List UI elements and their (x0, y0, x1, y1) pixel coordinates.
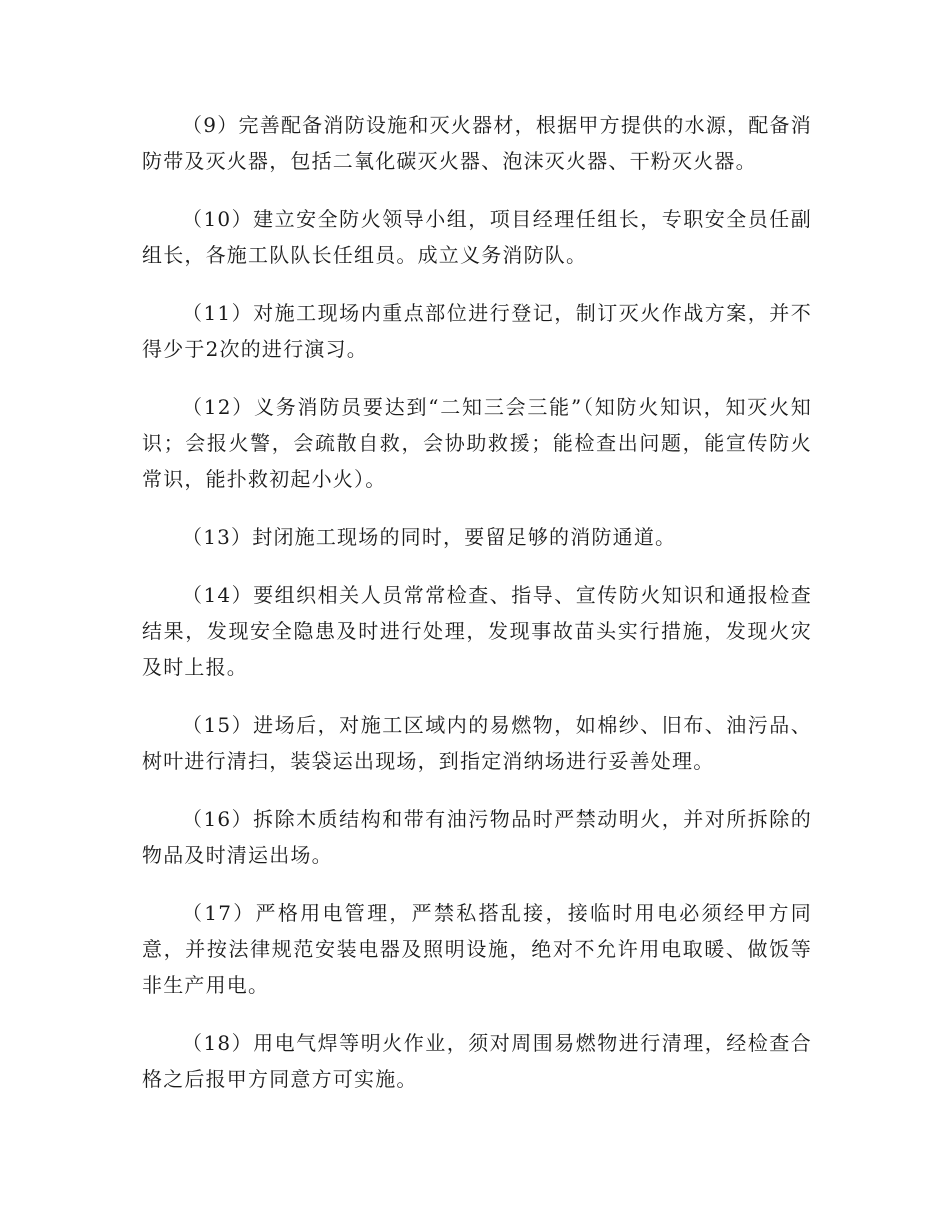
paragraph-10: （10）建立安全防火领导小组，项目经理任组长，专职安全员任副组长，各施工队队长任组员。成立义务消防队。 (142, 207, 812, 267)
paragraph-12: （12）义务消防员要达到“二知三会三能”（知防火知识，知灭火知识；会报火警，会疏散自救，会协助救援；能检查出问题，能宣传防火常识，能扑救初起小火）。 (142, 395, 812, 491)
paragraph-14: （14）要组织相关人员常常检查、指导、宣传防火知识和通报检查结果，发现安全隐患及时进行处理，发现事故苗头实行措施，发现火灾及时上报。 (142, 583, 812, 679)
paragraph-18: （18）用电气焊等明火作业，须对周围易燃物进行清理，经检查合格之后报甲方同意方可实施。 (142, 1031, 812, 1091)
paragraph-11: （11）对施工现场内重点部位进行登记，制订灭火作战方案，并不得少于2次的进行演习。 (142, 301, 812, 361)
document-page (142, 107, 812, 1119)
paragraph-17: （17）严格用电管理，严禁私搭乱接，接临时用电必须经甲方同意，并按法律规范安装电器及照明设施，绝对不允许用电取暖、做饭等非生产用电。 (142, 901, 812, 997)
paragraph-15: （15）进场后，对施工区域内的易燃物，如棉纱、旧布、油污品、树叶进行清扫，装袋运出现场，到指定消纳场进行妥善处理。 (142, 713, 812, 773)
paragraph-9: （9）完善配备消防设施和灭火器材，根据甲方提供的水源，配备消防带及灭火器，包括二氧化碳灭火器、泡沫灭火器、干粉灭火器。 (142, 113, 812, 173)
paragraph-16: （16）拆除木质结构和带有油污物品时严禁动明火，并对所拆除的物品及时清运出场。 (142, 807, 812, 867)
paragraph-13: （13）封闭施工现场的同时，要留足够的消防通道。 (182, 525, 677, 549)
